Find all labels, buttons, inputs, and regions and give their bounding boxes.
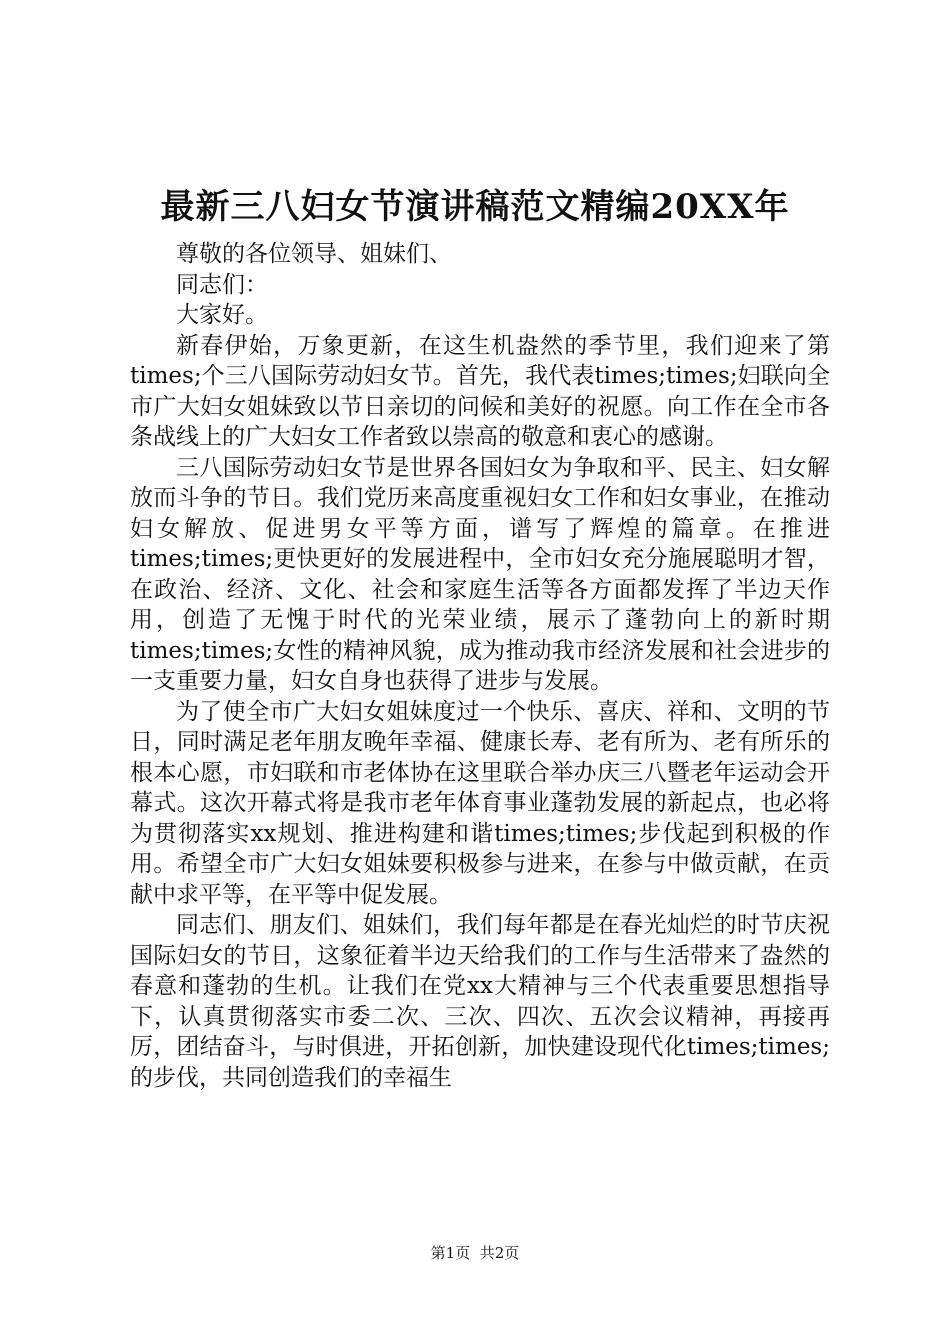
document-title: 最新三八妇女节演讲稿范文精编20XX年 — [160, 187, 790, 227]
salutation-line-1: 尊敬的各位领导、姐妹们、 — [176, 241, 452, 267]
paragraph-history: 三八国际劳动妇女节是世界各国妇女为争取和平、民主、妇女解放而斗争的节日。我们党历来高度重视妇女工作和妇女事业，在推动妇女解放、促进男女平等方面，谱写了辉煌的篇章。在推进times;times;更快更好的发展进程中，全市妇女充分施展聪明才智，在政治、经济、文化、社会和家庭生活等各方面都发挥了半边天作用，创造了无愧于时代的光荣业绩，展示了蓬勃向上的新时期times;times;女性的精神风貌，成为推动我市经济发展和社会进步的一支重要力量，妇女自身也获得了进步与发展。 — [130, 454, 830, 694]
paragraph-closing: 同志们、朋友们、姐妹们，我们每年都是在春光灿烂的时节庆祝国际妇女的节日，这象征着半边天给我们的工作与生活带来了盎然的春意和蓬勃的生机。让我们在党xx大精神与三个代表重要思想指导下，认真贯彻落实市委二次、三次、四次、五次会议精神，再接再厉，团结奋斗，与时俱进，开拓创新，加快建设现代化times;times;的步伐，共同创造我们的幸福生 — [130, 912, 830, 1091]
page-number: 第1页 — [430, 1244, 471, 1262]
document-body — [130, 239, 830, 1093]
page-total: 共2页 — [479, 1244, 520, 1262]
paragraph-opening: 新春伊始，万象更新，在这生机盎然的季节里，我们迎来了第times;个三八国际劳动妇女节。首先，我代表times;times;妇联向全市广大妇女姐妹致以节日亲切的问候和美好的祝愿。向工作在全市各条战线上的广大妇女工作者致以崇高的敬意和衷心的感谢。 — [130, 332, 830, 450]
salutation-line-2: 同志们： — [176, 271, 268, 298]
greeting-line: 大家好。 — [176, 302, 268, 328]
page-footer — [0, 1243, 950, 1263]
paragraph-event: 为了使全市广大妇女姐妹度过一个快乐、喜庆、祥和、文明的节日，同时满足老年朋友晚年幸福、健康长寿、老有所为、老有所乐的根本心愿，市妇联和市老体协在这里联合举办庆三八暨老年运动会开幕式。这次开幕式将是我市老年体育事业蓬勃发展的新起点，也必将为贯彻落实xx规划、推进构建和谐times;times;步伐起到积极的作用。希望全市广大妇女姐妹要积极参与进来，在参与中做贡献，在贡献中求平等，在平等中促发展。 — [130, 698, 830, 908]
